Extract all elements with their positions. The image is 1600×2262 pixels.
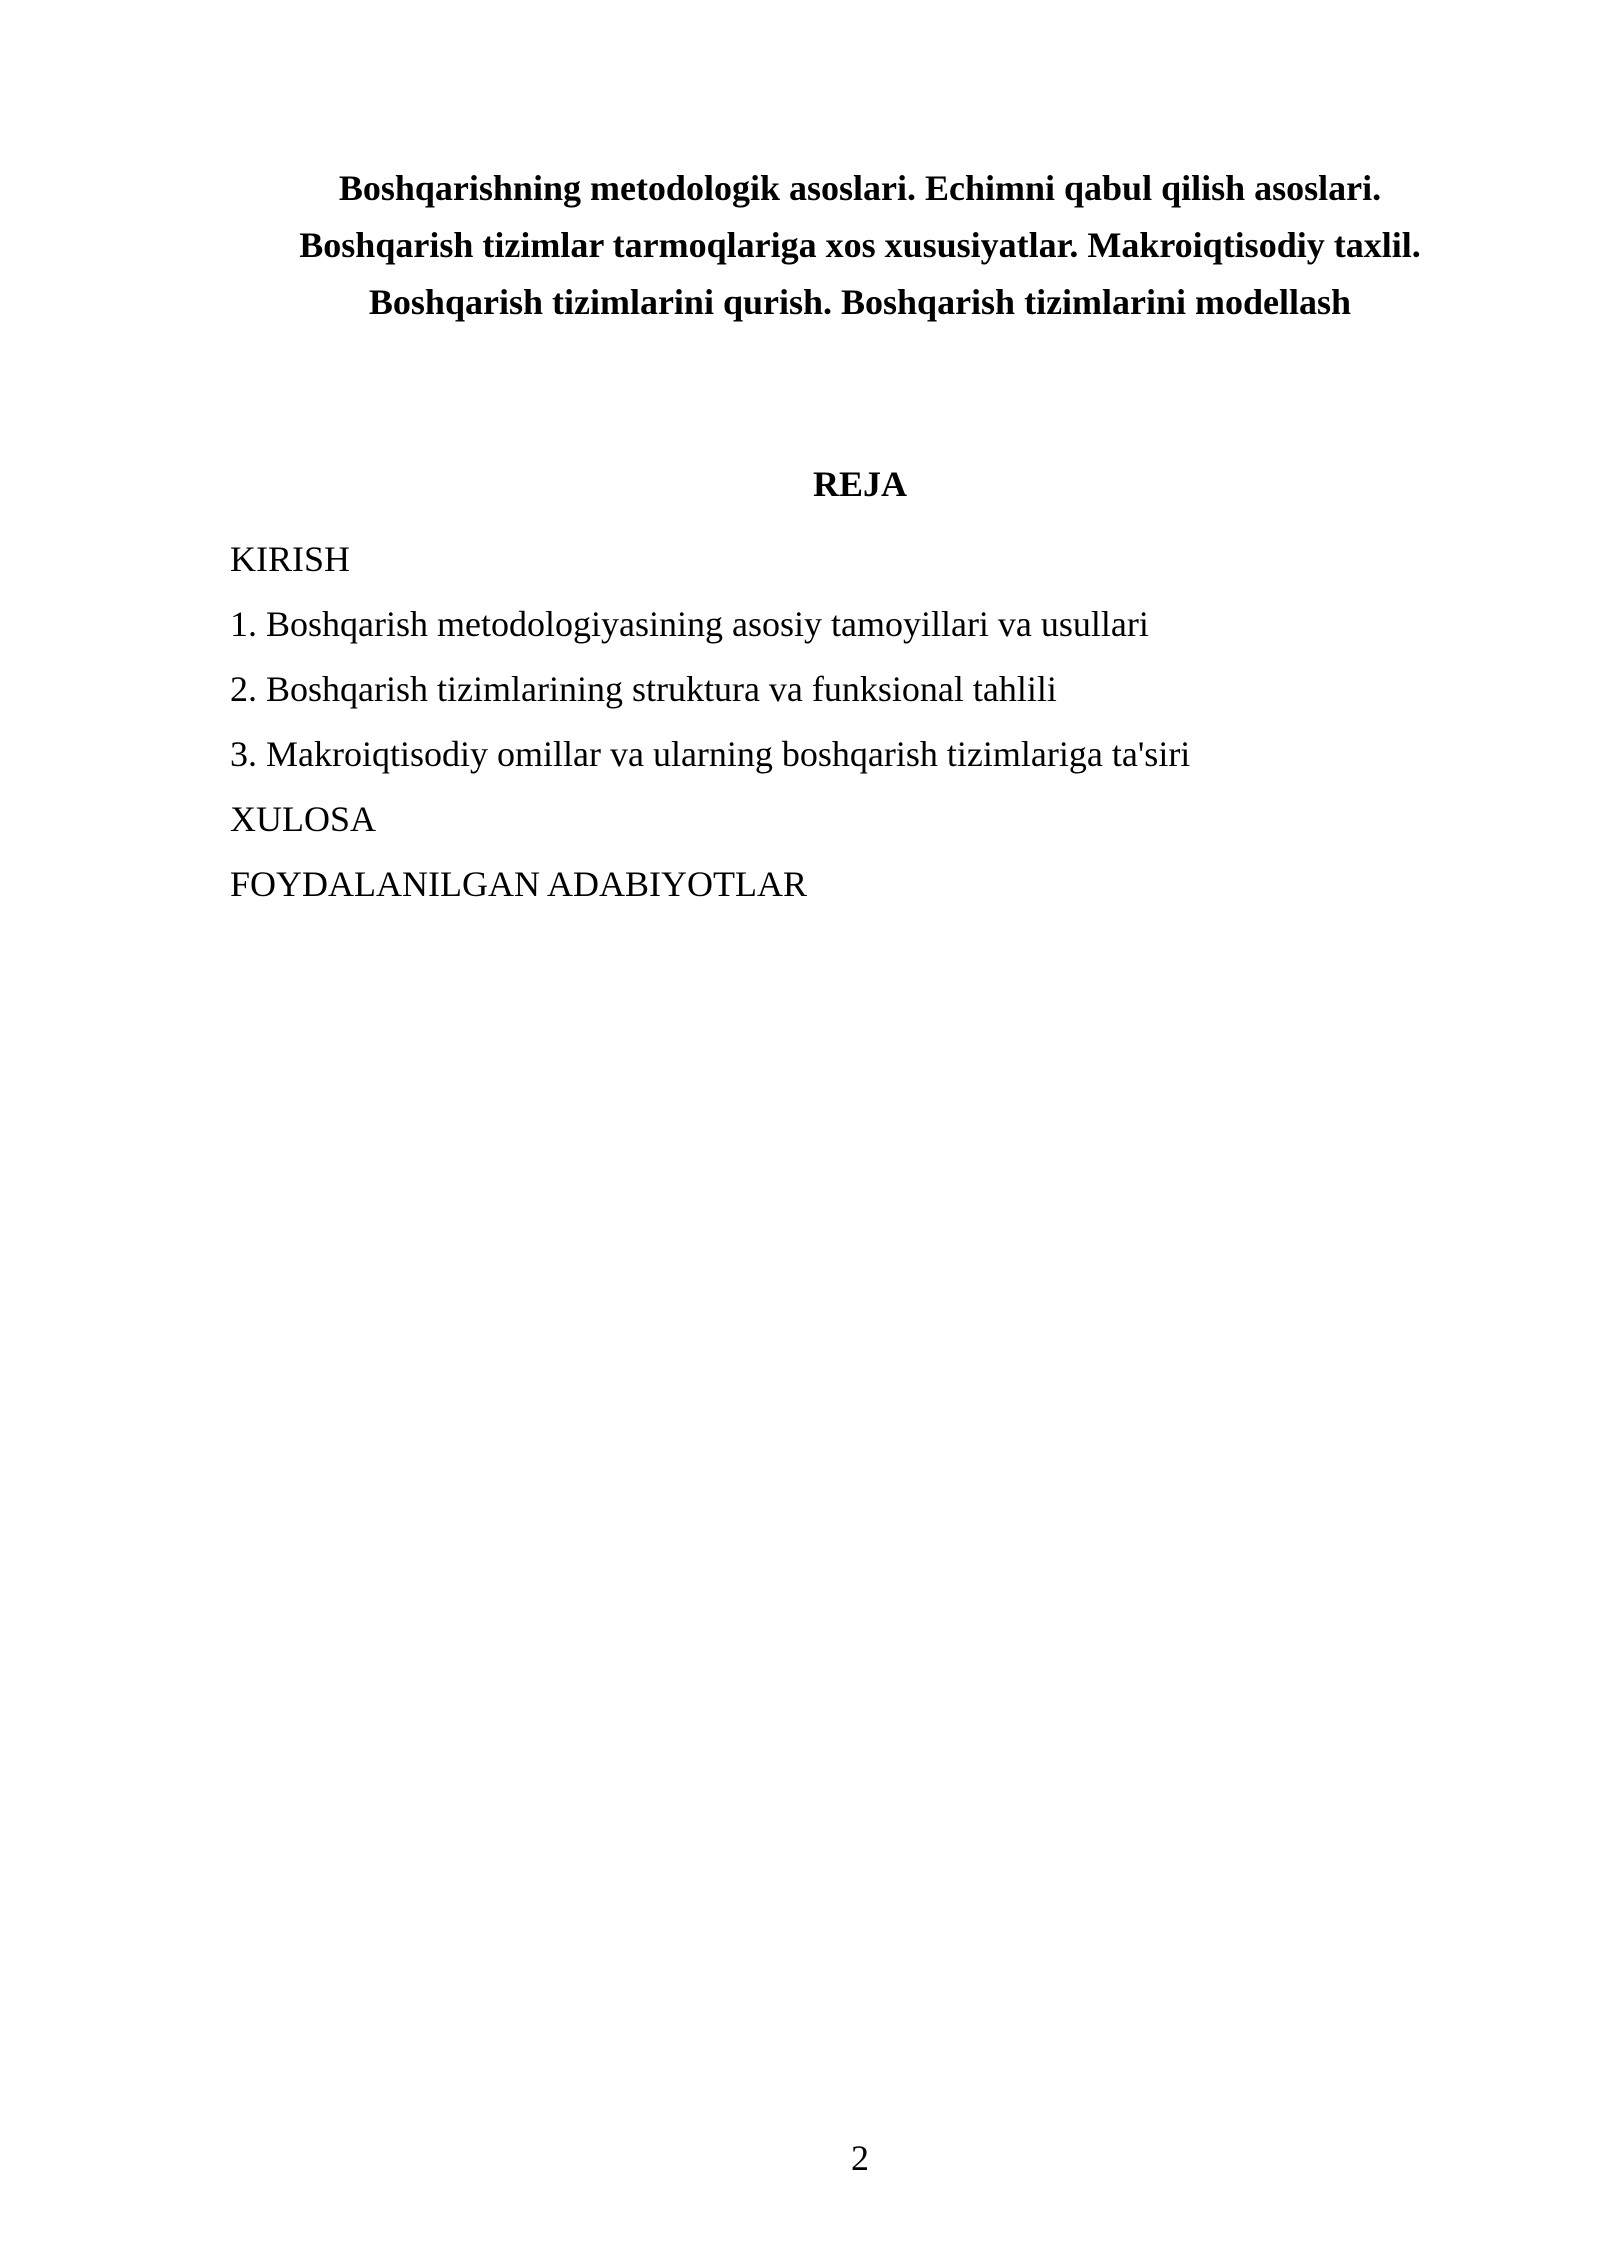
plan-item-conclusion: XULOSA — [230, 799, 377, 839]
page-number: 2 — [851, 2138, 869, 2178]
plan-item-1: 1. Boshqarish metodologiyasining asosiy tamoyillari va usullari — [230, 604, 1149, 644]
plan-item-2: 2. Boshqarish tizimlarining struktura va funksional tahlili — [230, 669, 1057, 709]
title-line-1: Boshqarishning metodologik asoslari. Echimni qabul qilish asoslari. — [338, 168, 1382, 208]
plan-item-references: FOYDALANILGAN ADABIYOTLAR — [230, 864, 807, 904]
document-title — [230, 160, 1490, 331]
title-line-2: Boshqarish tizimlar tarmoqlariga xos xususiyatlar. Makroiqtisodiy taxlil. — [299, 225, 1421, 265]
plan-item-intro: KIRISH — [230, 539, 351, 579]
plan-heading: REJA — [812, 464, 907, 504]
plan-item-3: 3. Makroiqtisodiy omillar va ularning boshqarish tizimlariga ta'siri — [230, 734, 1191, 774]
title-line-3: Boshqarish tizimlarini qurish. Boshqarish tizimlarini modellash — [368, 282, 1352, 322]
plan-list — [230, 530, 1430, 920]
